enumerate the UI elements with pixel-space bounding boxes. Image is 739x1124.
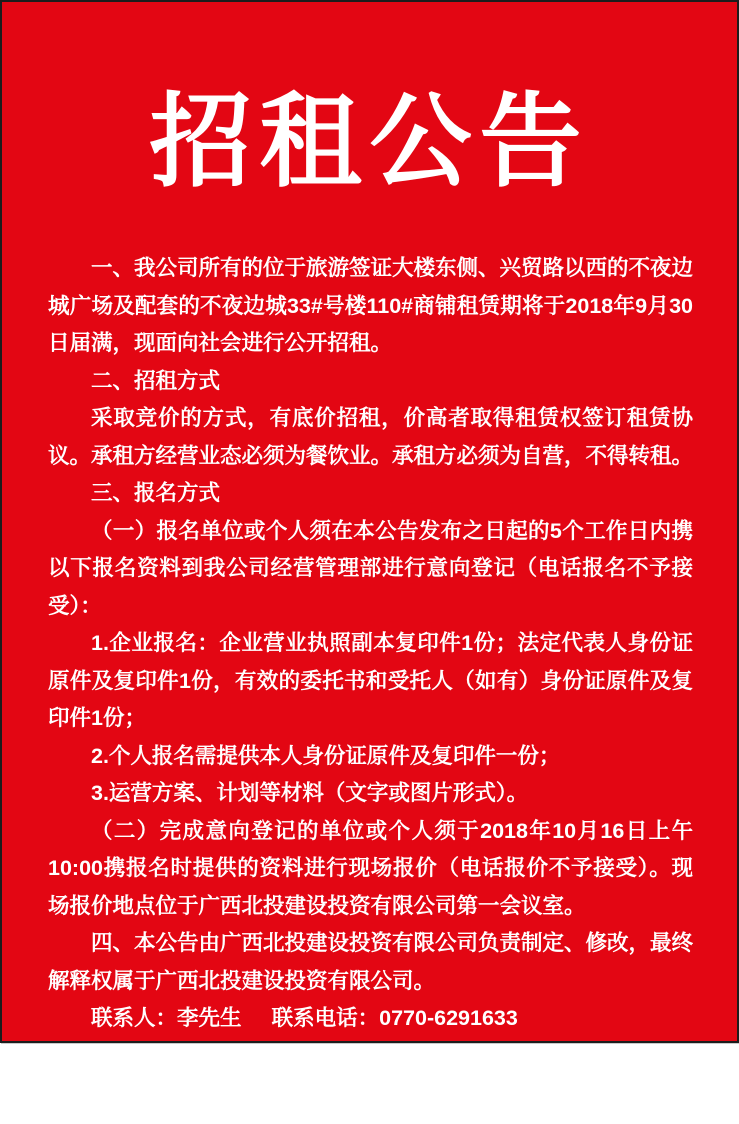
poster-title: 招租公告 <box>149 82 590 202</box>
paragraph-section3-item1: （一）报名单位或个人须在本公告发布之日起的5个工作日内携以下报名资料到我公司经营管理部进行意向登记（电话报名不予接受）： <box>48 518 693 618</box>
contact-person-name: 李先生 <box>177 1006 242 1030</box>
contact-phone-label: 联系电话： <box>271 1006 380 1030</box>
paragraph-operation-plan: 3.运营方案、计划等材料（文字或图片形式）。 <box>91 781 529 805</box>
signature-company-name: 广西北投建设投资有限公司 <box>416 1058 681 1084</box>
paragraph-section3-item2: （二）完成意向登记的单位或个人须于2018年10月16日上午10:00携报名时提供的资料进行现场报价（电话报价不予接受）。现场报价地点位于广西北投建设投资有限公司第一会议室。 <box>48 818 693 918</box>
paragraph-enterprise-registration: 1.企业报名：企业营业执照副本复印件1份；法定代表人身份证原件及复印件1份，有效的委托书和受托人（如有）身份证原件及复印件1份； <box>48 631 693 730</box>
paragraph-section2-text: 采取竞价的方式，有底价招租，价高者取得租赁权签订租赁协议。承租方经营业态必须为餐饮业。承租方必须为自营，不得转租。 <box>48 406 694 468</box>
signature-block <box>417 1054 681 1124</box>
contact-phone-number: 0770-6291633 <box>379 1006 518 1030</box>
paragraph-section1: 一、我公司所有的位于旅游签证大楼东侧、兴贸路以西的不夜边城广场及配套的不夜边城33#号楼110#商铺租赁期将于2018年9月30日届满，现面向社会进行公开招租。 <box>48 256 694 355</box>
paragraph-heading-section3: 三、报名方式 <box>91 481 221 505</box>
paragraph-heading-section2: 二、招租方式 <box>91 368 221 393</box>
announcement-body <box>2 200 737 1038</box>
signature-date: 2018年9月30日 <box>473 1093 625 1119</box>
paragraph-individual-registration: 2.个人报名需提供本人身份证原件及复印件一份； <box>91 743 561 768</box>
paragraph-section4: 四、本公告由广西北投建设投资有限公司负责制定、修改，最终解释权属于广西北投建设投资有限公司。 <box>48 931 694 993</box>
contact-person-label: 联系人： <box>91 1006 178 1030</box>
contact-line <box>48 1000 693 1038</box>
